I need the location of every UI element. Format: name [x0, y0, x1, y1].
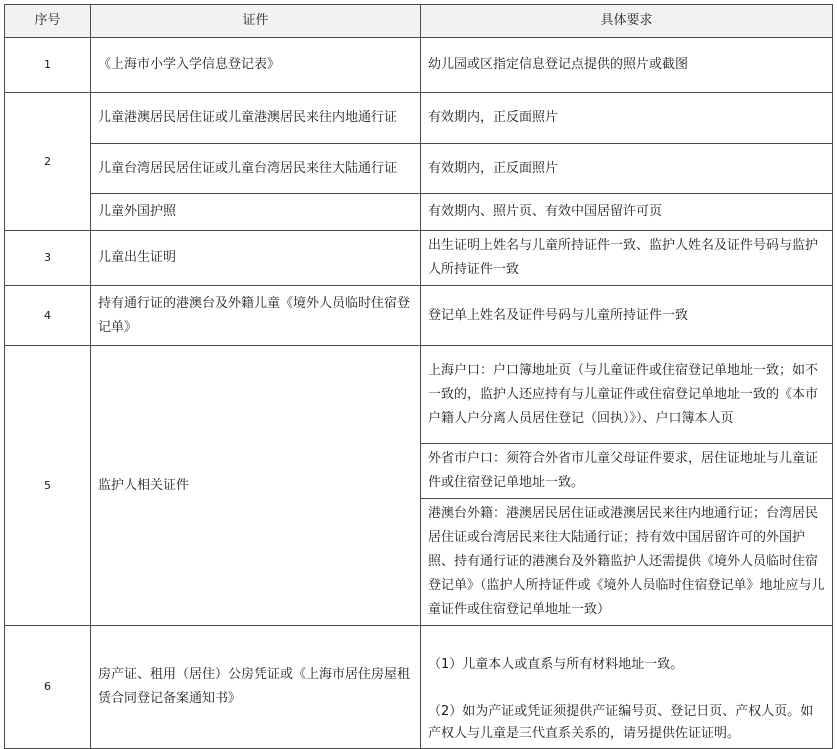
header-number: 序号 — [5, 5, 91, 38]
table-row — [5, 194, 833, 231]
document-cell: 持有通行证的港澳台及外籍儿童《境外人员临时住宿登记单》 — [91, 286, 421, 346]
requirement-cell: 幼儿园或区指定信息登记点提供的照片或截图 — [421, 38, 833, 93]
document-cell: 儿童港澳居民居住证或儿童港澳居民来往内地通行证 — [91, 93, 421, 144]
row-number: 2 — [5, 93, 91, 231]
document-cell: 儿童台湾居民居住证或儿童台湾居民来往大陆通行证 — [91, 144, 421, 194]
requirement-cell: 有效期内，正反面照片 — [421, 93, 833, 144]
requirements-table — [4, 4, 833, 749]
requirement-cell: 出生证明上姓名与儿童所持证件一致、监护人姓名及证件号码与监护人所持证件一致 — [421, 231, 833, 286]
requirement-cell: 有效期内、照片页、有效中国居留许可页 — [421, 194, 833, 231]
requirement-cell: 有效期内，正反面照片 — [421, 144, 833, 194]
row-number: 3 — [5, 231, 91, 286]
requirement-cell: （1）儿童本人或直系与所有材料地址一致。 — [421, 626, 833, 701]
row-number: 5 — [5, 346, 91, 626]
requirement-cell: 港澳台外籍：港澳居民居住证或港澳居民来往内地通行证；台湾居民居住证或台湾居民来往大陆通行证；持有效中国居留许可的外国护照、持有通行证的港澳台及外籍监护人还需提供《境外人员临时住宿登记单》（监护人所持证件或《境外人员临时住宿登记单》地址应与儿童证件或住宿登记单地址一致） — [421, 499, 833, 626]
requirement-cell: （2）如为产证或凭证须提供产证编号页、登记日页、产权人页。如产权人与儿童是三代直系关系的，请另提供佐证证明。 — [421, 701, 833, 749]
row-number: 4 — [5, 286, 91, 346]
row-number: 1 — [5, 38, 91, 93]
header-row — [5, 5, 833, 38]
document-cell: 房产证、租用（居住）公房凭证或《上海市居住房屋租赁合同登记备案通知书》 — [91, 626, 421, 749]
table-row — [5, 626, 833, 701]
requirement-cell: 外省市户口：须符合外省市儿童父母证件要求，居住证地址与儿童证件或住宿登记单地址一致。 — [421, 444, 833, 499]
requirement-cell: 登记单上姓名及证件号码与儿童所持证件一致 — [421, 286, 833, 346]
table-row — [5, 93, 833, 144]
document-cell: 儿童外国护照 — [91, 194, 421, 231]
document-cell: 《上海市小学入学信息登记表》 — [91, 38, 421, 93]
table-row — [5, 38, 833, 93]
table-row — [5, 286, 833, 346]
header-document: 证件 — [91, 5, 421, 38]
document-cell: 监护人相关证件 — [91, 346, 421, 626]
table-row — [5, 144, 833, 194]
table-row — [5, 231, 833, 286]
row-number: 6 — [5, 626, 91, 749]
table-row — [5, 346, 833, 444]
header-requirement: 具体要求 — [421, 5, 833, 38]
requirement-cell: 上海户口：户口簿地址页（与儿童证件或住宿登记单地址一致；如不一致的，监护人还应持有与儿童证件或住宿登记单地址一致的《本市户籍人户分离人员居住登记（回执）》）、户口簿本人页 — [421, 346, 833, 444]
document-cell: 儿童出生证明 — [91, 231, 421, 286]
